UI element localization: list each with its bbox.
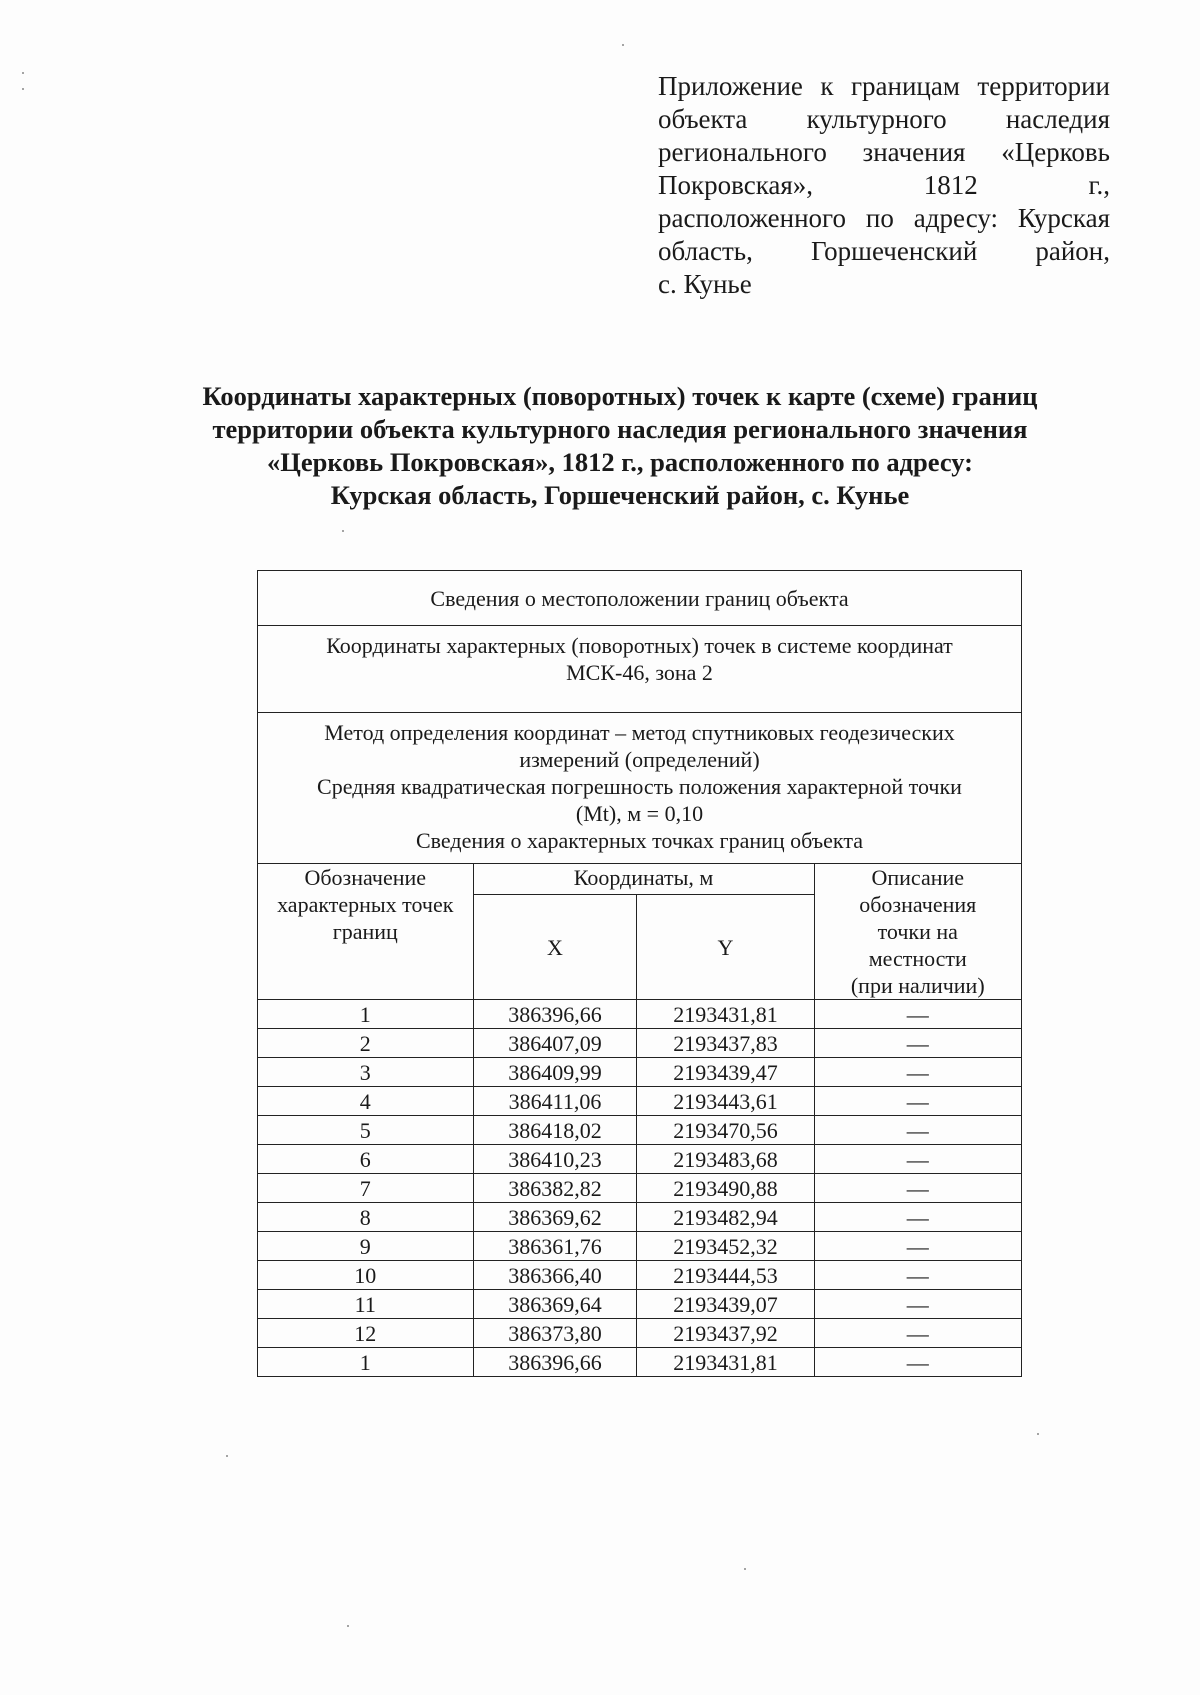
x-cell: 386396,66 bbox=[473, 1348, 637, 1377]
description-cell: — bbox=[814, 1319, 1021, 1348]
table-info-row bbox=[258, 626, 1022, 713]
y-cell: 2193437,83 bbox=[637, 1029, 814, 1058]
table-row bbox=[258, 1116, 1022, 1145]
y-cell: 2193444,53 bbox=[637, 1261, 814, 1290]
y-cell: 2193431,81 bbox=[637, 1000, 814, 1029]
table-row bbox=[258, 1058, 1022, 1087]
appendix-line: Приложение к границам территории bbox=[658, 71, 1110, 101]
y-cell: 2193443,61 bbox=[637, 1087, 814, 1116]
location-info-cell: Сведения о местоположении границ объекта bbox=[258, 571, 1022, 626]
y-cell: 2193490,88 bbox=[637, 1174, 814, 1203]
appendix-line: объекта культурного наследия bbox=[658, 104, 1110, 134]
title-line: территории объекта культурного наследия регионального значения bbox=[212, 414, 1028, 444]
scan-speck bbox=[1037, 1433, 1039, 1435]
table-row bbox=[258, 1000, 1022, 1029]
x-cell: 386410,23 bbox=[473, 1145, 637, 1174]
appendix-line: расположенного по адресу: Курская bbox=[658, 203, 1110, 233]
header-line: обозначения bbox=[859, 892, 977, 917]
y-cell: 2193452,32 bbox=[637, 1232, 814, 1261]
description-cell: — bbox=[814, 1000, 1021, 1029]
description-cell: — bbox=[814, 1348, 1021, 1377]
table-row bbox=[258, 1319, 1022, 1348]
header-point-designation bbox=[258, 864, 474, 1000]
table-row bbox=[258, 1087, 1022, 1116]
scan-speck bbox=[226, 1455, 228, 1457]
description-cell: — bbox=[814, 1058, 1021, 1087]
description-cell: — bbox=[814, 1290, 1021, 1319]
table-row bbox=[258, 1174, 1022, 1203]
header-line: местности bbox=[868, 946, 967, 971]
table-body bbox=[258, 1000, 1022, 1377]
description-cell: — bbox=[814, 1261, 1021, 1290]
x-cell: 386373,80 bbox=[473, 1319, 637, 1348]
table-row bbox=[258, 1261, 1022, 1290]
description-cell: — bbox=[814, 1232, 1021, 1261]
coordinate-system-line: МСК-46, зона 2 bbox=[566, 660, 713, 685]
header-line: характерных точек bbox=[277, 892, 454, 917]
header-line: границ bbox=[332, 919, 398, 944]
point-cell: 11 bbox=[258, 1290, 474, 1319]
x-cell: 386382,82 bbox=[473, 1174, 637, 1203]
appendix-note bbox=[658, 70, 1110, 301]
y-cell: 2193439,47 bbox=[637, 1058, 814, 1087]
description-cell: — bbox=[814, 1145, 1021, 1174]
table-header-row bbox=[258, 864, 1022, 895]
point-cell: 5 bbox=[258, 1116, 474, 1145]
header-x: X bbox=[473, 895, 637, 1000]
scan-speck bbox=[342, 530, 344, 532]
x-cell: 386396,66 bbox=[473, 1000, 637, 1029]
point-cell: 4 bbox=[258, 1087, 474, 1116]
appendix-line: Покровская», 1812 г., bbox=[658, 170, 1110, 200]
x-cell: 386361,76 bbox=[473, 1232, 637, 1261]
scan-speck bbox=[22, 72, 24, 74]
header-coordinates: Координаты, м bbox=[473, 864, 814, 895]
table-row bbox=[258, 1145, 1022, 1174]
y-cell: 2193431,81 bbox=[637, 1348, 814, 1377]
point-cell: 7 bbox=[258, 1174, 474, 1203]
description-cell: — bbox=[814, 1203, 1021, 1232]
header-line: точки на bbox=[877, 919, 958, 944]
description-cell: — bbox=[814, 1174, 1021, 1203]
x-cell: 386369,64 bbox=[473, 1290, 637, 1319]
table-row bbox=[258, 1029, 1022, 1058]
table-row bbox=[258, 1348, 1022, 1377]
method-line: Сведения о характерных точках границ объекта bbox=[416, 828, 863, 853]
method-info-cell bbox=[258, 713, 1022, 864]
method-line: (Mt), м = 0,10 bbox=[575, 801, 704, 826]
table-info-row bbox=[258, 571, 1022, 626]
y-cell: 2193470,56 bbox=[637, 1116, 814, 1145]
point-cell: 9 bbox=[258, 1232, 474, 1261]
y-cell: 2193439,07 bbox=[637, 1290, 814, 1319]
coordinate-system-line: Координаты характерных (поворотных) точек в системе координат bbox=[326, 633, 953, 658]
header-y: Y bbox=[637, 895, 814, 1000]
table-row bbox=[258, 1290, 1022, 1319]
point-cell: 12 bbox=[258, 1319, 474, 1348]
header-line: Описание bbox=[871, 865, 965, 890]
scan-speck bbox=[347, 1625, 349, 1627]
x-cell: 386407,09 bbox=[473, 1029, 637, 1058]
scan-speck bbox=[22, 88, 24, 90]
table-row bbox=[258, 1232, 1022, 1261]
point-cell: 2 bbox=[258, 1029, 474, 1058]
x-cell: 386418,02 bbox=[473, 1116, 637, 1145]
scan-speck bbox=[744, 1568, 746, 1570]
scan-speck bbox=[622, 44, 624, 46]
appendix-line: с. Кунье bbox=[658, 269, 752, 299]
point-cell: 1 bbox=[258, 1000, 474, 1029]
x-cell: 386369,62 bbox=[473, 1203, 637, 1232]
appendix-line: область, Горшеченский район, bbox=[658, 236, 1110, 266]
appendix-line: регионального значения «Церковь bbox=[658, 137, 1110, 167]
header-point-description bbox=[814, 864, 1021, 1000]
description-cell: — bbox=[814, 1029, 1021, 1058]
table-row bbox=[258, 1203, 1022, 1232]
point-cell: 10 bbox=[258, 1261, 474, 1290]
header-line: Обозначение bbox=[304, 865, 427, 890]
x-cell: 386411,06 bbox=[473, 1087, 637, 1116]
header-line: (при наличии) bbox=[850, 973, 985, 998]
y-cell: 2193482,94 bbox=[637, 1203, 814, 1232]
point-cell: 3 bbox=[258, 1058, 474, 1087]
table-info-row bbox=[258, 713, 1022, 864]
y-cell: 2193483,68 bbox=[637, 1145, 814, 1174]
document-title bbox=[150, 380, 1090, 512]
point-cell: 6 bbox=[258, 1145, 474, 1174]
y-cell: 2193437,92 bbox=[637, 1319, 814, 1348]
x-cell: 386409,99 bbox=[473, 1058, 637, 1087]
title-line: Курская область, Горшеченский район, с. Кунье bbox=[330, 480, 910, 510]
point-cell: 8 bbox=[258, 1203, 474, 1232]
coordinate-system-cell bbox=[258, 626, 1022, 713]
title-line: Координаты характерных (поворотных) точек к карте (схеме) границ bbox=[202, 381, 1038, 411]
description-cell: — bbox=[814, 1087, 1021, 1116]
title-line: «Церковь Покровская», 1812 г., расположенного по адресу: bbox=[267, 447, 973, 477]
method-line: измерений (определений) bbox=[519, 747, 760, 772]
method-line: Метод определения координат – метод спутниковых геодезических bbox=[324, 720, 955, 745]
coordinates-table bbox=[257, 570, 1022, 1377]
method-line: Средняя квадратическая погрешность положения характерной точки bbox=[317, 774, 962, 799]
x-cell: 386366,40 bbox=[473, 1261, 637, 1290]
description-cell: — bbox=[814, 1116, 1021, 1145]
point-cell: 1 bbox=[258, 1348, 474, 1377]
